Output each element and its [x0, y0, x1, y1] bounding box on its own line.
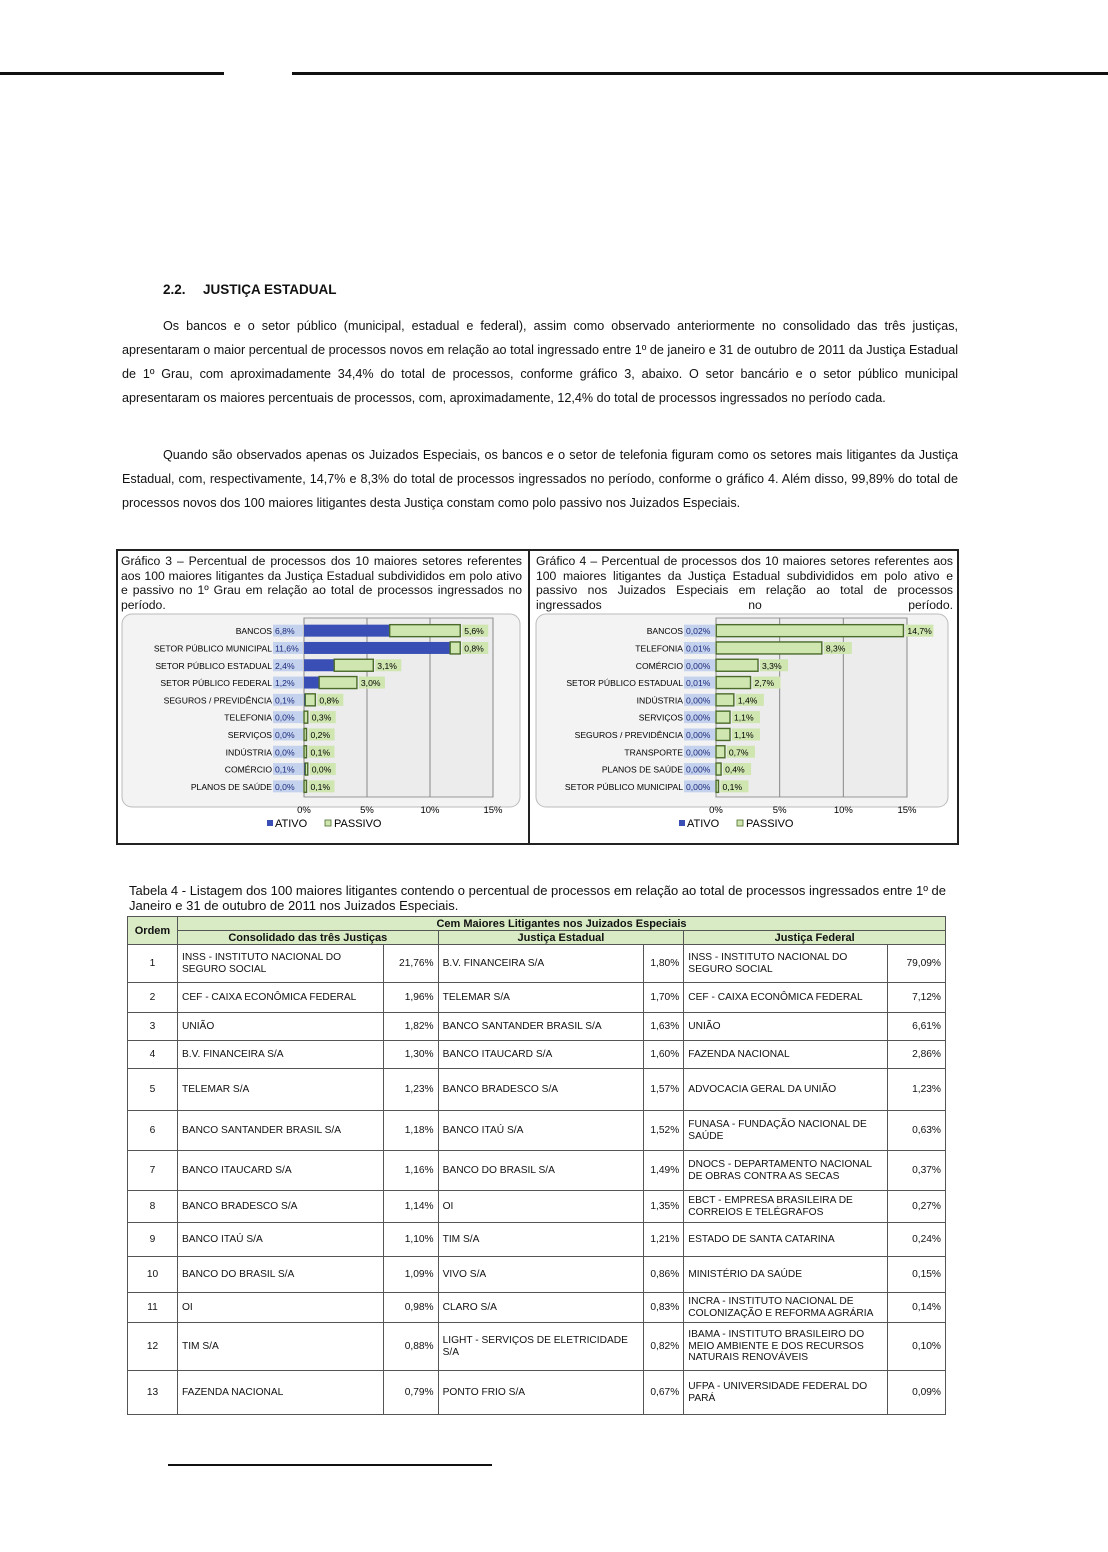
ativo-data-label: 0,0%: [275, 729, 295, 740]
table-row: [128, 1191, 946, 1223]
row-ordem: 12: [128, 1323, 178, 1371]
row-federal-name: DNOCS - DEPARTAMENTO NACIONAL DE OBRAS CONTRA AS SECAS: [684, 1151, 888, 1191]
row-consolidado-name: CEF - CAIXA ECONÔMICA FEDERAL: [177, 983, 383, 1013]
legend-passivo-label: PASSIVO: [746, 818, 794, 830]
ativo-data-label: 0,02%: [686, 626, 711, 637]
x-tick-label: 0%: [709, 805, 723, 816]
header-main: Cem Maiores Litigantes nos Juizados Especiais: [177, 917, 945, 931]
row-consolidado-name: TIM S/A: [177, 1323, 383, 1371]
passivo-data-label: 0,1%: [310, 747, 331, 758]
row-federal-name: UFPA - UNIVERSIDADE FEDERAL DO PARÁ: [684, 1371, 888, 1415]
row-consolidado-name: BANCO SANTANDER BRASIL S/A: [177, 1111, 383, 1151]
category-label: SERVIÇOS: [227, 729, 272, 740]
passivo-data-label: 8,3%: [825, 643, 846, 654]
ativo-data-label: 0,00%: [686, 764, 711, 775]
row-consolidado-pct: 1,16%: [383, 1151, 438, 1191]
category-label: TRANSPORTE: [624, 747, 683, 758]
paragraph-2: Quando são observados apenas os Juizados Especiais, os bancos e o setor de telefonia figuram como os setores mais litigantes da Justiça Estadual, com, respectivamente, 14,7% e 8,3% do total de processos ingressados no período, conforme o gráfico 4. Além disso, 99,89% do total de processos novos dos 100 maiores litigantes desta Justiça constam como polo passivo nos Juizados Especiais.: [122, 448, 958, 510]
row-ordem: 8: [128, 1191, 178, 1223]
row-federal-pct: 0,14%: [888, 1293, 946, 1323]
row-estadual-pct: 1,52%: [644, 1111, 684, 1151]
legend-passivo-swatch: [325, 820, 331, 826]
row-ordem: 6: [128, 1111, 178, 1151]
category-label: PLANOS DE SAÚDE: [601, 764, 683, 775]
x-tick-label: 0%: [297, 805, 311, 816]
table-row: [128, 1013, 946, 1041]
passivo-bar: [334, 659, 373, 671]
legend-ativo-swatch: [267, 820, 273, 826]
category-label: TELEFONIA: [635, 643, 683, 654]
row-consolidado-name: OI: [177, 1293, 383, 1323]
legend-ativo-label: ATIVO: [275, 818, 308, 830]
legend-ativo-swatch: [679, 820, 685, 826]
row-consolidado-name: B.V. FINANCEIRA S/A: [177, 1041, 383, 1069]
ativo-data-label: 0,01%: [686, 678, 711, 689]
row-estadual-pct: 1,57%: [644, 1069, 684, 1111]
table-row: [128, 983, 946, 1013]
header-estadual: Justiça Estadual: [438, 931, 684, 945]
row-estadual-pct: 0,86%: [644, 1257, 684, 1293]
row-ordem: 3: [128, 1013, 178, 1041]
table-caption: Tabela 4 - Listagem dos 100 maiores litigantes contendo o percentual de processos em relação ao total de processos ingressados entre 1º de Janeiro e 31 de outubro de 2011 nos Juizados Especiais.: [129, 883, 947, 913]
row-federal-name: ADVOCACIA GERAL DA UNIÃO: [684, 1069, 888, 1111]
ativo-data-label: 0,1%: [275, 764, 295, 775]
passivo-bar: [305, 694, 315, 706]
row-estadual-name: PONTO FRIO S/A: [438, 1371, 644, 1415]
row-federal-name: ESTADO DE SANTA CATARINA: [684, 1223, 888, 1257]
table-row: [128, 1151, 946, 1191]
category-label: SETOR PÚBLICO ESTADUAL: [155, 660, 272, 671]
row-federal-pct: 0,27%: [888, 1191, 946, 1223]
x-tick-label: 10%: [420, 805, 440, 816]
row-federal-name: FAZENDA NACIONAL: [684, 1041, 888, 1069]
passivo-bar: [305, 763, 308, 775]
x-tick-label: 15%: [483, 805, 503, 816]
ativo-data-label: 0,1%: [275, 695, 295, 706]
category-label: INDÚSTRIA: [225, 747, 272, 758]
row-consolidado-pct: 1,23%: [383, 1069, 438, 1111]
passivo-bar: [716, 711, 730, 723]
passivo-data-label: 0,7%: [728, 747, 749, 758]
row-estadual-name: B.V. FINANCEIRA S/A: [438, 945, 644, 983]
passivo-data-label: 0,8%: [464, 643, 484, 654]
row-consolidado-pct: 21,76%: [383, 945, 438, 983]
row-ordem: 2: [128, 983, 178, 1013]
category-label: SEGUROS / PREVIDÊNCIA: [163, 695, 272, 706]
category-label: COMÉRCIO: [224, 764, 272, 775]
chart-3-caption: Gráfico 3 – Percentual de processos dos 10 maiores setores referentes aos 100 maiores litigantes da Justiça Estadual subdivididos em polo ativo e passivo no 1º Grau em relação ao total de processos ingressados no período.: [121, 554, 522, 612]
row-ordem: 10: [128, 1257, 178, 1293]
ativo-data-label: 0,00%: [686, 695, 711, 706]
table-row: [128, 1223, 946, 1257]
row-federal-pct: 0,15%: [888, 1257, 946, 1293]
passivo-bar: [304, 728, 307, 740]
row-estadual-name: OI: [438, 1191, 644, 1223]
category-label: SETOR PÚBLICO MUNICIPAL: [564, 781, 683, 792]
category-label: BANCOS: [235, 626, 272, 637]
category-label: SETOR PÚBLICO MUNICIPAL: [153, 643, 272, 654]
category-label: SERVIÇOS: [638, 712, 683, 723]
ativo-data-label: 0,00%: [686, 747, 711, 758]
category-label: SETOR PÚBLICO ESTADUAL: [566, 678, 683, 689]
passivo-data-label: 1,1%: [734, 729, 754, 740]
section-title: JUSTIÇA ESTADUAL: [203, 282, 337, 297]
legend-passivo-swatch: [737, 820, 743, 826]
row-consolidado-pct: 1,09%: [383, 1257, 438, 1293]
row-federal-name: IBAMA - INSTITUTO BRASILEIRO DO MEIO AMBIENTE E DOS RECURSOS NATURAIS RENOVÁVEIS: [684, 1323, 888, 1371]
row-estadual-pct: 1,49%: [644, 1151, 684, 1191]
ativo-data-label: 0,0%: [275, 781, 295, 792]
row-consolidado-pct: 1,82%: [383, 1013, 438, 1041]
header-federal: Justiça Federal: [684, 931, 946, 945]
chart-3: [118, 612, 524, 842]
row-consolidado-name: BANCO BRADESCO S/A: [177, 1191, 383, 1223]
header-consolidado: Consolidado das três Justiças: [177, 931, 438, 945]
passivo-bar: [450, 642, 460, 654]
table-row: [128, 1371, 946, 1415]
row-consolidado-pct: 0,79%: [383, 1371, 438, 1415]
table-row: [128, 1323, 946, 1371]
ativo-data-label: 0,01%: [686, 643, 711, 654]
row-federal-pct: 2,86%: [888, 1041, 946, 1069]
header-ordem: Ordem: [128, 917, 178, 945]
row-estadual-name: LIGHT - SERVIÇOS DE ELETRICIDADE S/A: [438, 1323, 644, 1371]
row-federal-name: INSS - INSTITUTO NACIONAL DO SEGURO SOCIAL: [684, 945, 888, 983]
category-label: TELEFONIA: [224, 712, 272, 723]
row-consolidado-pct: 1,18%: [383, 1111, 438, 1151]
ativo-bar: [304, 625, 390, 637]
row-federal-pct: 0,09%: [888, 1371, 946, 1415]
row-estadual-pct: 0,67%: [644, 1371, 684, 1415]
table-row: [128, 945, 946, 983]
footnote-rule: [168, 1464, 492, 1466]
passivo-bar: [304, 780, 307, 792]
ativo-data-label: 0,00%: [686, 729, 711, 740]
ativo-data-label: 2,4%: [275, 660, 295, 671]
category-label: PLANOS DE SAÚDE: [190, 781, 272, 792]
passivo-data-label: 0,1%: [722, 781, 743, 792]
row-estadual-pct: 1,21%: [644, 1223, 684, 1257]
row-estadual-pct: 0,82%: [644, 1323, 684, 1371]
row-ordem: 5: [128, 1069, 178, 1111]
ativo-data-label: 11,6%: [275, 643, 299, 654]
row-consolidado-pct: 1,96%: [383, 983, 438, 1013]
passivo-bar: [716, 780, 719, 792]
passivo-bar: [716, 694, 734, 706]
row-consolidado-pct: 0,88%: [383, 1323, 438, 1371]
row-estadual-pct: 1,80%: [644, 945, 684, 983]
row-federal-name: FUNASA - FUNDAÇÃO NACIONAL DE SAÚDE: [684, 1111, 888, 1151]
table-row: [128, 1293, 946, 1323]
row-consolidado-name: BANCO DO BRASIL S/A: [177, 1257, 383, 1293]
row-estadual-name: BANCO SANTANDER BRASIL S/A: [438, 1013, 644, 1041]
charts-divider: [528, 549, 530, 845]
header-rule-right: [292, 72, 1108, 75]
row-consolidado-name: TELEMAR S/A: [177, 1069, 383, 1111]
passivo-bar: [716, 763, 721, 775]
passivo-data-label: 0,4%: [725, 764, 745, 775]
row-consolidado-pct: 1,14%: [383, 1191, 438, 1223]
chart-4-caption: Gráfico 4 – Percentual de processos dos 10 maiores setores referentes aos 100 maiores litigantes da Justiça Estadual subdivididos em polo ativo e passivo nos Juizados Especiais em relação ao total de processos ingressados no período.: [536, 554, 953, 612]
section-heading: [163, 282, 337, 297]
ativo-data-label: 6,8%: [275, 626, 295, 637]
passivo-bar: [716, 642, 822, 654]
ativo-data-label: 0,00%: [686, 712, 711, 723]
passivo-bar: [716, 677, 750, 689]
passivo-data-label: 0,1%: [310, 781, 331, 792]
row-estadual-name: BANCO ITAÚ S/A: [438, 1111, 644, 1151]
paragraph-1: Os bancos e o setor público (municipal, estadual e federal), assim como observado anteriormente no consolidado das três justiças, apresentaram o maior percentual de processos novos em relação ao total ingressado entre 1º de janeiro e 31 de outubro de 2011 da Justiça Estadual de 1º Grau, com aproximadamente 34,4% do total de processos, conforme gráfico 3, abaixo. O setor bancário e o setor público municipal apresentaram os maiores percentuais de processos, com, aproximadamente, 12,4% do total de processos ingressados no período cada.: [122, 319, 958, 405]
passivo-data-label: 1,1%: [734, 712, 754, 723]
row-consolidado-name: UNIÃO: [177, 1013, 383, 1041]
row-federal-pct: 0,63%: [888, 1111, 946, 1151]
category-label: SETOR PÚBLICO FEDERAL: [160, 678, 272, 689]
category-label: INDÚSTRIA: [636, 695, 683, 706]
row-consolidado-name: BANCO ITAÚ S/A: [177, 1223, 383, 1257]
passivo-data-label: 0,8%: [319, 695, 339, 706]
row-ordem: 13: [128, 1371, 178, 1415]
row-federal-name: CEF - CAIXA ECONÔMICA FEDERAL: [684, 983, 888, 1013]
x-tick-label: 15%: [897, 805, 917, 816]
table-row: [128, 1069, 946, 1111]
row-estadual-name: CLARO S/A: [438, 1293, 644, 1323]
ativo-data-label: 1,2%: [275, 678, 295, 689]
passivo-data-label: 0,0%: [311, 764, 332, 775]
table-row: [128, 1111, 946, 1151]
header-rule-left: [0, 72, 224, 75]
row-federal-name: MINISTÉRIO DA SAÚDE: [684, 1257, 888, 1293]
row-estadual-name: BANCO ITAUCARD S/A: [438, 1041, 644, 1069]
litigants-table: [127, 916, 946, 1415]
table-row: [128, 1041, 946, 1069]
row-estadual-name: TELEMAR S/A: [438, 983, 644, 1013]
row-federal-pct: 79,09%: [888, 945, 946, 983]
passivo-bar: [319, 677, 357, 689]
ativo-data-label: 0,00%: [686, 781, 711, 792]
row-consolidado-pct: 1,30%: [383, 1041, 438, 1069]
passivo-data-label: 3,1%: [377, 660, 397, 671]
row-federal-pct: 7,12%: [888, 983, 946, 1013]
chart-4: [532, 612, 956, 842]
category-label: SEGUROS / PREVIDÊNCIA: [574, 729, 683, 740]
row-estadual-pct: 1,70%: [644, 983, 684, 1013]
row-estadual-name: TIM S/A: [438, 1223, 644, 1257]
passivo-bar: [390, 625, 461, 637]
row-consolidado-name: INSS - INSTITUTO NACIONAL DO SEGURO SOCIAL: [177, 945, 383, 983]
row-estadual-pct: 1,60%: [644, 1041, 684, 1069]
passivo-bar: [304, 711, 308, 723]
passivo-bar: [716, 746, 725, 758]
row-federal-name: EBCT - EMPRESA BRASILEIRA DE CORREIOS E TELÉGRAFOS: [684, 1191, 888, 1223]
passivo-data-label: 2,7%: [754, 678, 775, 689]
row-federal-name: INCRA - INSTITUTO NACIONAL DE COLONIZAÇÃO E REFORMA AGRÁRIA: [684, 1293, 888, 1323]
row-consolidado-name: FAZENDA NACIONAL: [177, 1371, 383, 1415]
x-tick-label: 10%: [833, 805, 853, 816]
ativo-bar: [304, 677, 319, 689]
row-estadual-pct: 1,63%: [644, 1013, 684, 1041]
row-estadual-pct: 0,83%: [644, 1293, 684, 1323]
row-estadual-name: VIVO S/A: [438, 1257, 644, 1293]
row-ordem: 9: [128, 1223, 178, 1257]
x-tick-label: 5%: [360, 805, 374, 816]
category-label: BANCOS: [646, 626, 683, 637]
passivo-data-label: 3,3%: [762, 660, 782, 671]
row-federal-pct: 0,10%: [888, 1323, 946, 1371]
ativo-data-label: 0,0%: [275, 712, 295, 723]
row-ordem: 7: [128, 1151, 178, 1191]
x-tick-label: 5%: [772, 805, 787, 816]
row-federal-pct: 1,23%: [888, 1069, 946, 1111]
ativo-bar: [304, 659, 334, 671]
row-federal-pct: 6,61%: [888, 1013, 946, 1041]
passivo-bar: [716, 659, 758, 671]
passivo-data-label: 0,3%: [311, 712, 332, 723]
row-consolidado-pct: 1,10%: [383, 1223, 438, 1257]
row-estadual-pct: 1,35%: [644, 1191, 684, 1223]
row-estadual-name: BANCO BRADESCO S/A: [438, 1069, 644, 1111]
legend-passivo-label: PASSIVO: [334, 818, 382, 830]
ativo-data-label: 0,0%: [275, 747, 295, 758]
passivo-bar: [716, 728, 730, 740]
passivo-data-label: 14,7%: [907, 626, 932, 637]
passivo-bar: [304, 746, 307, 758]
ativo-data-label: 0,00%: [686, 660, 711, 671]
passivo-bar: [716, 625, 903, 637]
row-ordem: 1: [128, 945, 178, 983]
row-ordem: 4: [128, 1041, 178, 1069]
row-consolidado-name: BANCO ITAUCARD S/A: [177, 1151, 383, 1191]
table-row: [128, 1257, 946, 1293]
row-estadual-name: BANCO DO BRASIL S/A: [438, 1151, 644, 1191]
category-label: COMÉRCIO: [635, 660, 683, 671]
row-federal-pct: 0,24%: [888, 1223, 946, 1257]
row-federal-name: UNIÃO: [684, 1013, 888, 1041]
ativo-bar: [304, 642, 450, 654]
row-consolidado-pct: 0,98%: [383, 1293, 438, 1323]
section-number: 2.2.: [163, 282, 186, 297]
passivo-data-label: 3,0%: [360, 678, 381, 689]
row-ordem: 11: [128, 1293, 178, 1323]
row-federal-pct: 0,37%: [888, 1151, 946, 1191]
legend-ativo-label: ATIVO: [687, 818, 720, 830]
passivo-data-label: 5,6%: [464, 626, 484, 637]
passivo-data-label: 1,4%: [737, 695, 758, 706]
passivo-data-label: 0,2%: [310, 729, 331, 740]
